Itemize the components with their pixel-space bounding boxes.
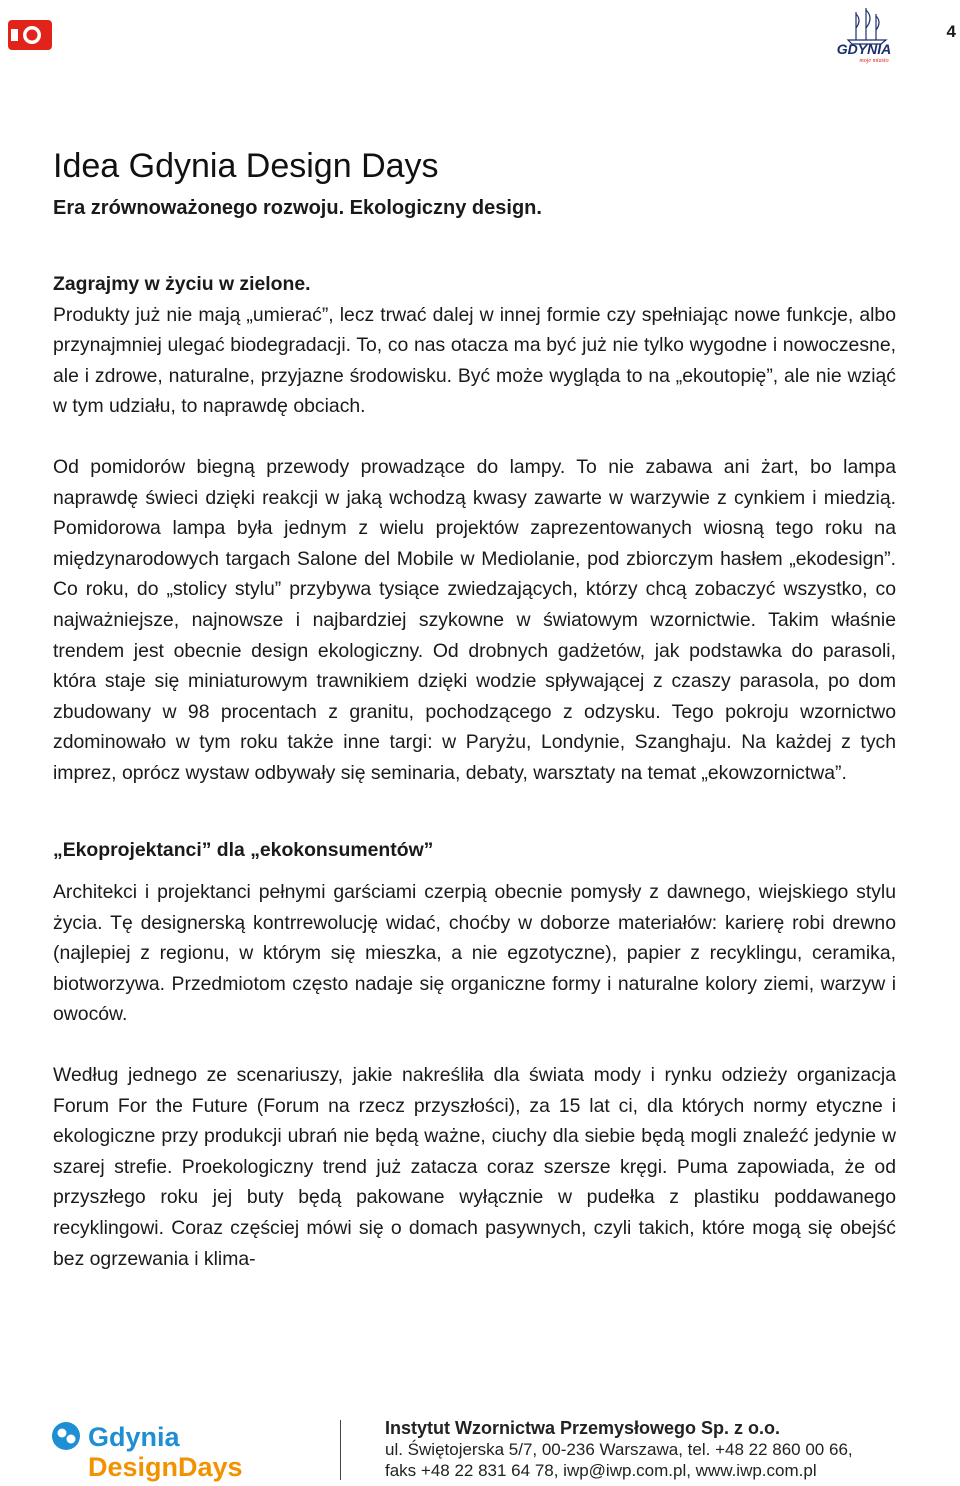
gdynia-design-days-logo-icon <box>48 1416 248 1484</box>
footer-logo-line1: Gdynia <box>88 1422 180 1452</box>
document-body <box>53 146 896 1274</box>
footer-institute: Instytut Wzornictwa Przemysłowego Sp. z o.o. <box>385 1418 781 1438</box>
page-subtitle: Era zrównoważonego rozwoju. Ekologiczny design. <box>53 197 542 219</box>
section2-paragraph-2: Według jednego ze scenariuszy, jakie nakreśliła dla świata mody i rynku odzieży organizacja Forum For the Future (Forum na rzecz przyszłości), za 15 lat ci, dla których normy etyczne i ekologiczne przy produkcji ubrań nie będą ważne, ciuchy dla siebie będą mogli znaleźć jedynie w szarej strefie. Proekologiczny trend już zatacza coraz szersze kręgi. Puma zapowiada, że od przyszłego roku jej buty będą pakowane wyłącznie w pudełka z plastiku poddawanego recyklingowi. Coraz częściej mówi się o domach pasywnych, czyli takich, które mogą się obejść bez ogrzewania i klima- <box>53 1064 896 1270</box>
footer-contact-line: faks +48 22 831 64 78, iwp@iwp.com.pl, www.iwp.com.pl <box>385 1461 817 1480</box>
page-number: 4 <box>946 22 956 41</box>
gdynia-ship-logo-icon <box>826 6 902 64</box>
section1-paragraph-2: Od pomidorów biegną przewody prowadzące do lampy. To nie zabawa ani żart, bo lampa naprawdę świeci dzięki reakcji w jaką wchodzą kwasy zawarte w warzywie z cynkiem i miedzią. Pomidorowa lampa była jednym z wielu projektów zaprezentowanych wiosną tego roku na międzynarodowych targach Salone del Mobile w Mediolanie, pod zbiorczym hasłem „ekodesign”. Co roku, do „stolicy stylu” przybywa tysiące zwiedzających, którzy chcą zobaczyć wszystko, co najważniejsze, najnowsze i najbardziej szykowne w światowym wzornictwie. Takim właśnie trendem jest obecnie design ekologiczny. Od drobnych gadżetów, jak podstawka do parasoli, która staje się miniaturowym trawnikiem dzięki wodzie spływającej z czaszy parasola, po dom zbudowany w 98 procentach z granitu, pochodzącego z odzysku. Tego pokroju wzornictwo zdominowało w tym roku także inne targi: w Paryżu, Londynie, Szanghaju. Na każdej z tych imprez, oprócz wystaw odbywały się seminaria, debaty, warsztaty na temat „ekowzornictwa”. <box>53 455 896 784</box>
footer-logo-line2: DesignDays <box>88 1452 243 1482</box>
red-rounded-logo-icon <box>8 20 52 50</box>
footer-address: ul. Świętojerska 5/7, 00-236 Warszawa, tel. +48 22 860 00 66, <box>385 1440 853 1459</box>
gdynia-logo-tagline: moje miasto <box>859 58 889 64</box>
footer-contact <box>385 1418 905 1481</box>
section2-heading: „Ekoprojektanci” dla „ekokonsumentów” <box>53 838 434 861</box>
page-title: Idea Gdynia Design Days <box>53 147 439 185</box>
gdynia-logo-text: GDYNIA <box>836 41 892 57</box>
section2-paragraph-1: Architekci i projektanci pełnymi garściami czerpią obecnie pomysły z dawnego, wiejskiego stylu życia. Tę designerską kontrrewolucję widać, choćby w doborze materiałów: karierę robi drewno (najlepiej z regionu, w którym się mieszka, a nie egzotyczne), papier z recyklingu, ceramika, biotworzywa. Przedmiotom często nadaje się organiczne formy i naturalne kolory ziemi, warzyw i owoców. <box>53 881 896 1026</box>
section1-paragraph-1: Produkty już nie mają „umierać”, lecz trwać dalej w innej formie czy spełniając nowe funkcje, albo przynajmniej ulegać biodegradacji. To, co nas otacza ma być już nie tylko wygodne i nowoczesne, ale i zdrowe, naturalne, przyjazne środowisku. Być może wygląda to na „ekoutopię”, ale nie wziąć w tym udziału, to naprawdę obciach. <box>53 303 896 418</box>
section1-heading: Zagrajmy w życiu w zielone. <box>53 273 311 295</box>
footer-divider <box>340 1420 341 1480</box>
